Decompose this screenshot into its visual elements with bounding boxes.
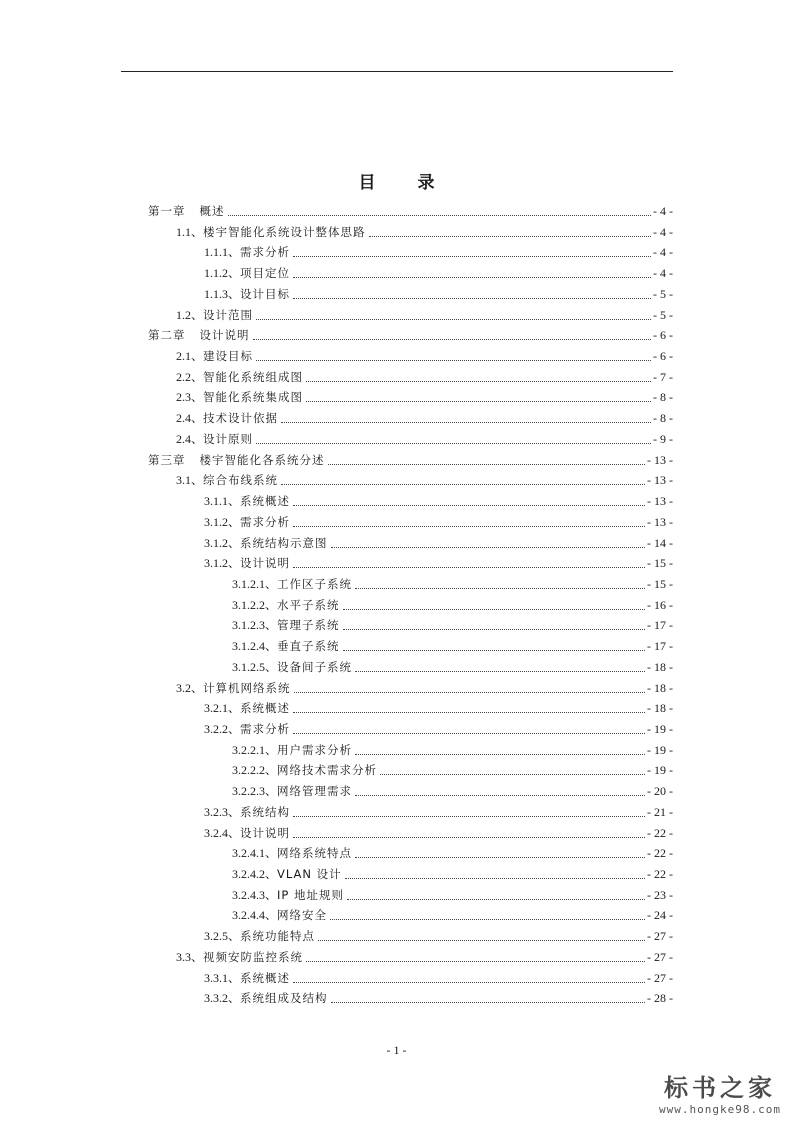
dot-leader	[293, 733, 645, 734]
toc-entry-page: - 4 -	[653, 204, 673, 218]
dot-leader	[293, 712, 645, 713]
toc-entry-number: 3.2.4.2、	[232, 867, 278, 882]
toc-entry-title: 技术设计依据	[203, 411, 279, 426]
watermark-name: 标书之家	[664, 1074, 777, 1102]
toc-entry-page: - 13 -	[647, 514, 673, 529]
toc-entry-title: 楼宇智能化各系统分述	[199, 452, 325, 467]
toc-entry-number: 3.2.4、	[204, 825, 241, 840]
dot-leader	[293, 816, 645, 817]
toc-entry[interactable]	[204, 802, 673, 822]
toc-entry[interactable]	[176, 387, 673, 407]
toc-entry-page: - 19 -	[647, 742, 673, 757]
watermark-url: www.hongke98.com	[659, 1103, 781, 1116]
toc-entry-number: 3.2.4.1、	[232, 846, 278, 861]
toc-entry-page: - 7 -	[653, 369, 673, 384]
toc-entry-number: 3.2.3、	[204, 804, 241, 819]
toc-entry-page: - 21 -	[647, 804, 673, 819]
toc-entry-number: 1.2、	[176, 307, 204, 322]
toc-entry-number: 1.1.3、	[204, 286, 241, 301]
toc-entry[interactable]	[204, 242, 673, 262]
toc-entry-page: - 28 -	[647, 991, 673, 1006]
toc-entry-title: 楼宇智能化系统设计整体思路	[203, 224, 366, 239]
toc-entry-title: 需求分析	[240, 722, 291, 736]
toc-entry-title: 系统概述	[240, 701, 291, 716]
toc-entry-page: - 24 -	[647, 908, 673, 923]
dot-leader	[343, 629, 645, 630]
toc-entry-page: - 8 -	[653, 411, 673, 426]
toc-entry-page: - 4 -	[653, 266, 673, 281]
toc-entry-page: - 18 -	[647, 659, 673, 674]
toc-entry-page: - 19 -	[647, 763, 673, 778]
dot-leader	[293, 505, 645, 506]
toc-entry-number: 第一章	[148, 204, 186, 218]
toc-entry-number: 3.1.2.5、	[232, 659, 278, 674]
toc-entry-title: 系统概述	[240, 970, 291, 985]
toc-chapter-entry[interactable]	[148, 201, 673, 221]
toc-entry-title: VLAN 设计	[277, 867, 342, 882]
dot-leader	[355, 754, 645, 755]
dot-leader	[256, 319, 651, 320]
toc-entry-page: - 22 -	[647, 846, 673, 861]
toc-entry-page: - 27 -	[647, 949, 673, 964]
toc-entry[interactable]	[204, 284, 673, 304]
toc-entry-page: - 19 -	[647, 722, 673, 736]
toc-entry-page: - 17 -	[647, 618, 673, 633]
toc-entry-page: - 18 -	[647, 701, 673, 716]
toc-entry[interactable]	[204, 719, 673, 739]
toc-entry-number: 3.2.4.3、	[232, 887, 278, 902]
dot-leader	[281, 484, 645, 485]
toc-entry-title: 系统结构示意图	[240, 535, 328, 550]
toc-entry[interactable]	[204, 491, 673, 511]
toc-entry-title: 设备间子系统	[277, 659, 353, 674]
toc-entry[interactable]	[176, 947, 673, 967]
toc-entry-page: - 22 -	[647, 867, 673, 882]
dot-leader	[345, 878, 645, 879]
toc-entry-number: 3.2、	[176, 680, 204, 695]
toc-entry-number: 3.1.2.3、	[232, 618, 278, 633]
toc-entry-title: 用户需求分析	[277, 742, 353, 757]
dot-leader	[253, 339, 652, 340]
toc-entry-title: 计算机网络系统	[203, 680, 291, 695]
toc-entry-title: 系统结构	[240, 804, 291, 819]
dot-leader	[293, 837, 645, 838]
toc-entry-page: - 9 -	[653, 431, 673, 446]
dot-leader	[369, 236, 651, 237]
toc-entry-title: 需求分析	[240, 514, 291, 529]
toc-entry[interactable]	[232, 615, 673, 635]
toc-entry[interactable]	[176, 429, 673, 449]
toc-entry-title: 系统概述	[240, 494, 291, 509]
dot-leader	[355, 795, 645, 796]
toc-entry-title: 智能化系统组成图	[203, 369, 304, 384]
toc-entry-title: 建设目标	[203, 349, 254, 364]
toc-entry[interactable]	[204, 968, 673, 988]
dot-leader	[331, 547, 645, 548]
toc-entry[interactable]	[176, 408, 673, 428]
toc-entry-title: 工作区子系统	[277, 576, 353, 591]
toc-entry-page: - 17 -	[647, 639, 673, 654]
toc-entry[interactable]	[176, 678, 673, 698]
toc-entry-number: 2.1、	[176, 349, 204, 364]
toc-entry-page: - 14 -	[647, 535, 673, 550]
toc-entry-title: 智能化系统集成图	[203, 390, 304, 405]
dot-leader	[281, 422, 651, 423]
toc-entry-number: 3.1.2.2、	[232, 597, 278, 612]
toc-entry[interactable]	[176, 367, 673, 387]
toc-entry-number: 3.1.2、	[204, 514, 241, 529]
toc-entry-page: - 27 -	[647, 929, 673, 944]
page-number: - 1 -	[386, 1043, 407, 1057]
toc-entry-title: 综合布线系统	[203, 473, 279, 488]
toc-entry[interactable]	[232, 781, 673, 801]
toc-entry-page: - 27 -	[647, 970, 673, 985]
dot-leader	[331, 1002, 645, 1003]
dot-leader	[294, 692, 645, 693]
toc-entry-page: - 13 -	[647, 494, 673, 509]
dot-leader	[306, 381, 651, 382]
toc-entry-number: 第二章	[148, 328, 186, 343]
toc-entry-number: 2.4、	[176, 411, 204, 426]
toc-entry-number: 3.1、	[176, 473, 204, 488]
toc-entry-number: 2.2、	[176, 369, 204, 384]
toc-entry-title: 设计说明	[240, 556, 291, 571]
toc-entry-title: 设计原则	[203, 431, 254, 446]
toc-entry-page: - 6 -	[653, 328, 673, 343]
toc-entry-title: 项目定位	[240, 266, 291, 281]
toc-entry-title: 水平子系统	[277, 597, 340, 612]
toc-entry-number: 3.2.4.4、	[232, 908, 278, 923]
header-rule	[121, 71, 673, 72]
toc-entry-title: 网络系统特点	[277, 846, 353, 861]
toc-entry[interactable]	[204, 988, 673, 1008]
toc-entry-number: 3.2.2、	[204, 722, 241, 736]
toc-entry-number: 3.1.2.4、	[232, 639, 278, 654]
toc-entry-number: 3.2.2.1、	[232, 742, 278, 757]
watermark-logo	[659, 1068, 781, 1116]
toc-entry[interactable]	[204, 512, 673, 532]
toc-entry-page: - 23 -	[647, 887, 673, 902]
toc-title-char-1: 目	[358, 173, 376, 193]
toc-entry-number: 2.3、	[176, 390, 204, 405]
toc-entry[interactable]	[204, 533, 673, 553]
toc-entry-page: - 18 -	[647, 680, 673, 695]
dot-leader	[380, 774, 645, 775]
toc-entry-page: - 8 -	[653, 390, 673, 405]
toc-entry[interactable]	[176, 346, 673, 366]
toc-entry-number: 3.2.5、	[204, 929, 241, 944]
toc-entry-number: 3.3.1、	[204, 970, 241, 985]
toc-entry-page: - 13 -	[647, 452, 673, 467]
toc-entry-number: 3.1.2.1、	[232, 576, 278, 591]
toc-entry-number: 3.3、	[176, 949, 204, 964]
toc-entry[interactable]	[232, 740, 673, 760]
toc-entry-title: 设计说明	[199, 328, 250, 343]
dot-leader	[293, 982, 645, 983]
toc-entry-number: 3.3.2、	[204, 991, 241, 1006]
dot-leader	[330, 919, 645, 920]
dot-leader	[306, 401, 651, 402]
toc-entry-number: 3.2.1、	[204, 701, 241, 716]
dot-leader	[343, 609, 645, 610]
dot-leader	[355, 588, 645, 589]
toc-entry-number: 3.1.2、	[204, 556, 241, 571]
toc-entry-page: - 15 -	[647, 556, 673, 571]
toc-entry-number: 3.2.2.2、	[232, 763, 278, 778]
toc-entry-number: 1.1、	[176, 224, 204, 239]
toc-entry[interactable]	[232, 760, 673, 780]
toc-entry-number: 1.1.1、	[204, 245, 241, 260]
toc-title	[0, 168, 793, 193]
toc-entry-number: 3.1.2、	[204, 535, 241, 550]
toc-entry-title: 管理子系统	[277, 618, 340, 633]
toc-entry[interactable]	[232, 595, 673, 615]
toc-entry-title: 概述	[199, 204, 225, 218]
toc-entry-title: 网络技术需求分析	[277, 763, 378, 778]
toc-entry-title: 网络管理需求	[277, 784, 353, 799]
toc-entry-title: 系统功能特点	[240, 929, 316, 944]
toc-entry-page: - 20 -	[647, 784, 673, 799]
toc-entry-title: 系统组成及结构	[240, 991, 328, 1006]
dot-leader	[355, 671, 645, 672]
toc-entry-title: 视频安防监控系统	[203, 949, 304, 964]
dot-leader	[328, 464, 646, 465]
toc-entry-page: - 13 -	[647, 473, 673, 488]
toc-entry-title: 设计范围	[203, 307, 254, 322]
toc-entry-number: 3.2.2.3、	[232, 784, 278, 799]
toc-entry[interactable]	[204, 553, 673, 573]
toc-entry[interactable]	[232, 657, 673, 677]
toc-entry[interactable]	[232, 885, 673, 905]
dot-leader	[293, 567, 645, 568]
toc-entry[interactable]	[204, 698, 673, 718]
toc-entry[interactable]	[176, 470, 673, 490]
toc-entry-page: - 4 -	[653, 245, 673, 260]
toc-entry[interactable]	[176, 305, 673, 325]
dot-leader	[293, 526, 645, 527]
toc-entry[interactable]	[232, 905, 673, 925]
toc-entry-number: 第三章	[148, 452, 186, 467]
dot-leader	[347, 899, 645, 900]
dot-leader	[343, 650, 645, 651]
toc-entry-title: 垂直子系统	[277, 639, 340, 654]
toc-chapter-entry[interactable]	[148, 450, 673, 470]
dot-leader	[318, 940, 645, 941]
dot-leader	[306, 961, 645, 962]
toc-chapter-entry[interactable]	[148, 325, 673, 345]
toc-entry[interactable]	[232, 574, 673, 594]
dot-leader	[293, 277, 651, 278]
toc-entry-title: IP 地址规则	[277, 887, 344, 902]
toc-entry[interactable]	[232, 636, 673, 656]
toc-entry-page: - 5 -	[653, 286, 673, 301]
toc-entry-title: 需求分析	[240, 245, 291, 260]
toc-entry-page: - 15 -	[647, 576, 673, 591]
toc-entry-title: 网络安全	[277, 908, 328, 923]
toc-entry[interactable]	[232, 864, 673, 884]
toc-entry-title: 设计说明	[240, 825, 291, 840]
toc-entry-number: 1.1.2、	[204, 266, 241, 281]
toc-entry-page: - 22 -	[647, 825, 673, 840]
dot-leader	[228, 215, 652, 216]
toc-entry-number: 2.4、	[176, 431, 204, 446]
toc-entry[interactable]	[204, 926, 673, 946]
dot-leader	[256, 360, 651, 361]
toc-entry-page: - 16 -	[647, 597, 673, 612]
toc-entry-page: - 5 -	[653, 307, 673, 322]
dot-leader	[293, 256, 651, 257]
dot-leader	[355, 857, 645, 858]
toc-entry-number: 3.1.1、	[204, 494, 241, 509]
dot-leader	[256, 443, 651, 444]
toc-entry-page: - 6 -	[653, 349, 673, 364]
toc-entry-title: 设计目标	[240, 286, 291, 301]
toc-entry[interactable]	[176, 222, 673, 242]
toc-entry[interactable]	[204, 823, 673, 843]
dot-leader	[293, 298, 651, 299]
toc-entry[interactable]	[232, 843, 673, 863]
toc-entry[interactable]	[204, 263, 673, 283]
toc-title-char-2: 录	[417, 173, 435, 193]
toc-entry-page: - 4 -	[653, 224, 673, 239]
